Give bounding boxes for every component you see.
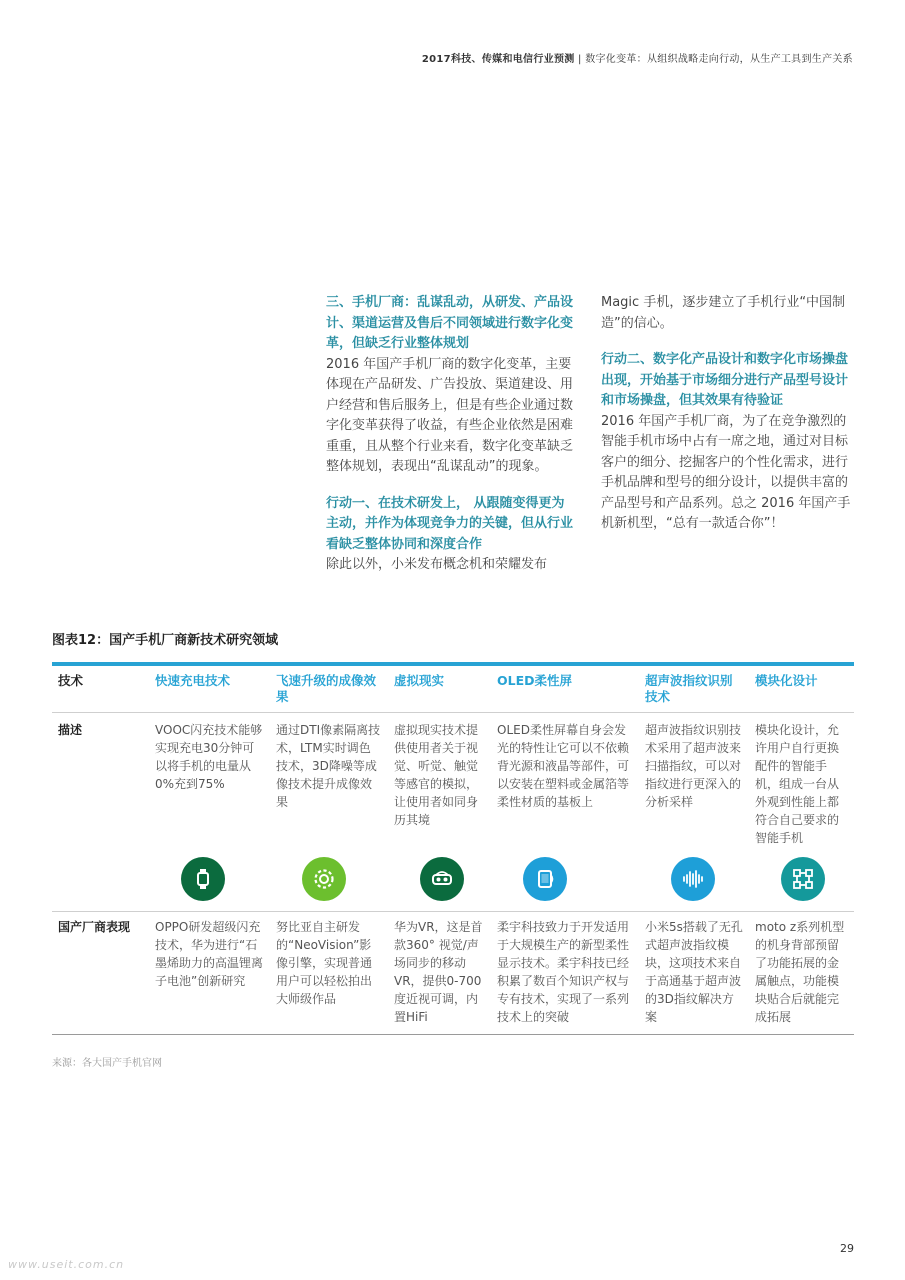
tech-header-cell: 飞速升级的成像效果 xyxy=(270,666,388,713)
body-paragraph: 除此以外，小米发布概念机和荣耀发布 xyxy=(326,557,548,572)
header-separator: | xyxy=(578,54,582,65)
page-number: 29 xyxy=(840,1242,854,1255)
vendor-cell: 柔宇科技致力于开发适用于大规模生产的新型柔性显示技术。柔宇科技已经积累了数百个知识产权与专有技术，实现了一系列技术上的突破 xyxy=(491,912,639,1035)
desc-cell: OLED柔性屏幕自身会发光的特性让它可以不依赖背光源和液晶等部件，可以安装在塑料或金属箔等柔性材质的基板上 xyxy=(497,723,630,809)
row-label-tech: 技术 xyxy=(52,666,149,713)
table-row-description xyxy=(52,713,854,852)
figure-title: 图表12：国产手机厂商新技术研究领域 xyxy=(52,633,279,648)
left-text-column xyxy=(326,293,576,592)
row-label-desc: 描述 xyxy=(58,723,83,737)
desc-cell: 模块化设计，允许用户自行更换配件的智能手机，组成一台从外观到性能上都符合自己要求的智能手机 xyxy=(755,723,840,845)
watermark: www.useit.com.cn xyxy=(8,1258,125,1271)
vendor-cell: moto z系列机型的机身背部预留了功能拓展的金属触点，功能模块贴合后就能完成拓展 xyxy=(749,912,854,1035)
tech-header-cell: OLED柔性屏 xyxy=(491,666,639,713)
tech-header-cell: 快速充电技术 xyxy=(149,666,270,713)
running-header xyxy=(422,50,853,65)
vr-headset-icon xyxy=(420,857,464,901)
flexible-screen-icon xyxy=(523,857,567,901)
table-row-icons xyxy=(52,851,854,912)
table-header-row xyxy=(52,666,854,713)
right-text-column xyxy=(601,293,851,551)
tech-header-cell: 模块化设计 xyxy=(749,666,854,713)
body-paragraph: 2016 年国产手机厂商，为了在竞争激烈的智能手机市场中占有一席之地，通过对目标客户的细分、挖掘客户的个性化需求，进行手机品牌和型号的细分设计，以提供丰富的产品型号和产品系列。总之 2016 年国产手机新机型，“总有一款适合你”！ xyxy=(601,413,851,531)
header-subtitle: 数字化变革：从组织战略走向行动，从生产工具到生产关系 xyxy=(585,54,853,65)
tech-header-cell: 虚拟现实 xyxy=(388,666,491,713)
action2-heading: 行动二、数字化产品设计和数字化市场操盘出现，开始基于市场细分进行产品型号设计和市场操盘，但其效果有待验证 xyxy=(601,352,849,408)
desc-cell: 虚拟现实技术提供使用者关于视觉、听觉、触觉等感官的模拟，让使用者如同身历其境 xyxy=(394,723,479,827)
tech-table xyxy=(52,666,854,1035)
tech-header-cell: 超声波指纹识别技术 xyxy=(639,666,749,713)
sound-wave-icon xyxy=(671,857,715,901)
row-label-vendor: 国产厂商表现 xyxy=(52,912,149,1035)
action1-heading: 行动一、在技术研发上， 从跟随变得更为主动，并作为体现竞争力的关键，但从行业看缺乏整体协同和深度合作 xyxy=(326,495,574,552)
desc-cell: VOOC闪充技术能够实现充电30分钟可以将手机的电量从0%充到75% xyxy=(155,723,263,791)
body-paragraph: Magic 手机，逐步建立了手机行业“中国制造”的信心。 xyxy=(601,295,846,331)
vendor-cell: 华为VR，这是首款360° 视觉/声场同步的移动VR，提供0-700度近视可调，内置HiFi xyxy=(388,912,491,1035)
gear-icon xyxy=(302,857,346,901)
desc-cell: 超声波指纹识别技术采用了超声波来扫描指纹，可以对指纹进行更深入的分析采样 xyxy=(645,723,742,809)
vendor-cell: 努比亚自主研发的“NeoVision”影像引擎，实现普通用户可以轻松拍出大师级作品 xyxy=(270,912,388,1035)
figure-source: 来源：各大国产手机官网 xyxy=(52,1058,162,1069)
body-paragraph: 2016 年国产手机厂商的数字化变革，主要体现在产品研发、广告投放、渠道建设、用户经营和售后服务上，但是有些企业通过数字化变革获得了收益，有些企业依然是困难重重，且从整个行业来看，数字化变革缺乏整体规划，表现出“乱谋乱动”的现象。 xyxy=(326,356,574,474)
table-row-vendor xyxy=(52,912,854,1035)
vendor-cell: OPPO研发超级闪充技术，华为进行“石墨烯助力的高温锂离子电池”创新研究 xyxy=(149,912,270,1035)
smartwatch-icon xyxy=(181,857,225,901)
desc-cell: 通过DTI像素隔离技术，LTM实时调色技术，3D降噪等成像技术提升成像效果 xyxy=(276,723,381,809)
section-heading: 三、手机厂商：乱谋乱动，从研发、产品设计、渠道运营及售后不同领域进行数字化变革，但缺乏行业整体规划 xyxy=(326,295,574,351)
header-report-title: 2017科技、传媒和电信行业预测 xyxy=(421,54,575,65)
vendor-cell: 小米5s搭载了无孔式超声波指纹模块，这项技术来自于高通基于超声波的3D指纹解决方案 xyxy=(639,912,749,1035)
modular-network-icon xyxy=(781,857,825,901)
